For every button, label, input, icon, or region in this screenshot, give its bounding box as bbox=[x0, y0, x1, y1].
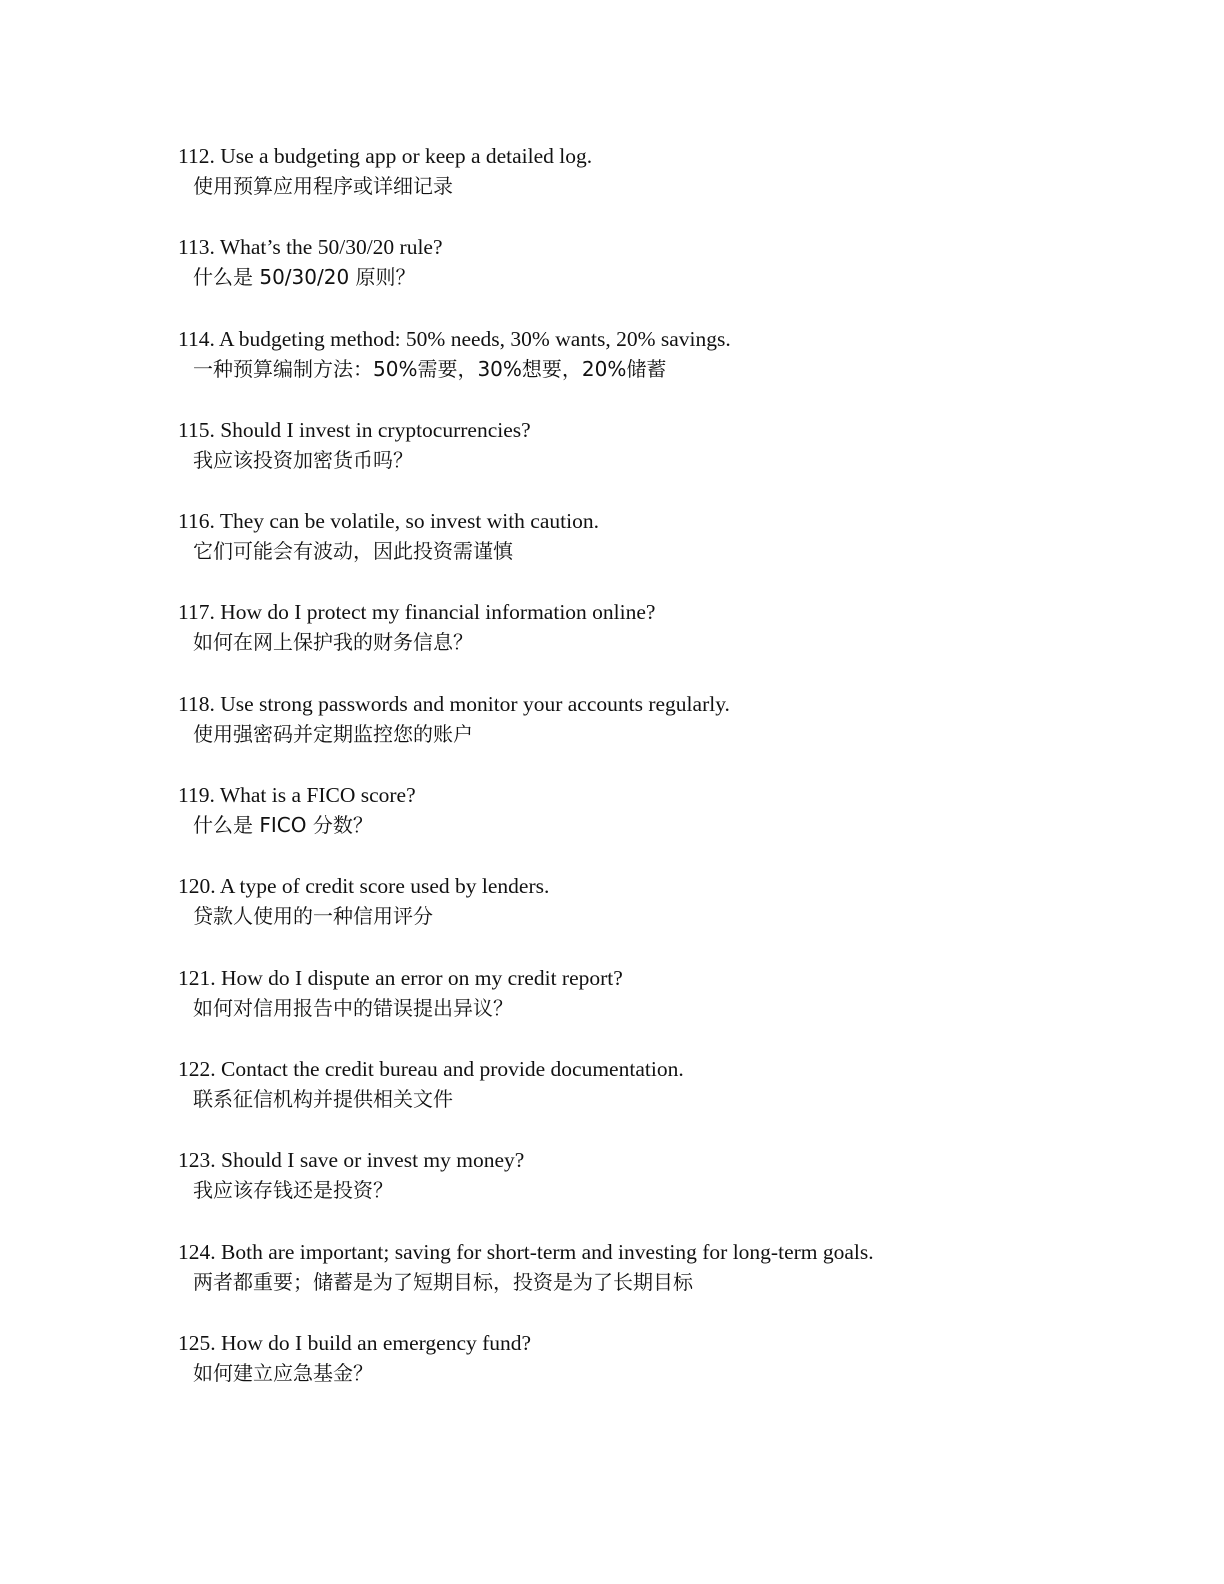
entry-117 bbox=[178, 597, 1078, 688]
entry-125 bbox=[178, 1328, 1078, 1419]
entry-english: 114. A budgeting method: 50% needs, 30% wants, 20% savings. bbox=[178, 326, 731, 351]
entry-122 bbox=[178, 1054, 1078, 1145]
entry-112 bbox=[178, 141, 1078, 232]
entry-list bbox=[178, 141, 1078, 1419]
entry-chinese: 什么是 50/30/20 原则？ bbox=[193, 265, 416, 290]
entry-english: 119. What is a FICO score? bbox=[178, 783, 416, 808]
entry-chinese: 什么是 FICO 分数？ bbox=[193, 813, 373, 838]
entry-chinese: 如何建立应急基金？ bbox=[193, 1360, 373, 1385]
entry-115 bbox=[178, 415, 1078, 506]
entry-english: 116. They can be volatile, so invest with caution. bbox=[178, 509, 599, 534]
entry-english: 125. How do I build an emergency fund? bbox=[178, 1330, 532, 1355]
entry-chinese: 它们可能会有波动，因此投资需谨慎 bbox=[193, 539, 513, 564]
entry-118 bbox=[178, 689, 1078, 780]
entry-113 bbox=[178, 232, 1078, 323]
entry-english: 117. How do I protect my financial information online? bbox=[178, 600, 656, 625]
entry-english: 124. Both are important; saving for short-term and investing for long-term goals. bbox=[178, 1239, 874, 1264]
entry-english: 121. How do I dispute an error on my credit report? bbox=[178, 965, 623, 990]
entry-chinese: 如何对信用报告中的错误提出异议？ bbox=[193, 995, 513, 1020]
entry-114 bbox=[178, 324, 1078, 415]
entry-123 bbox=[178, 1145, 1078, 1236]
entry-124 bbox=[178, 1237, 1078, 1328]
entry-chinese: 我应该存钱还是投资？ bbox=[193, 1178, 393, 1203]
entry-chinese: 使用预算应用程序或详细记录 bbox=[193, 174, 453, 198]
entry-chinese: 贷款人使用的一种信用评分 bbox=[193, 904, 433, 929]
entry-119 bbox=[178, 780, 1078, 871]
entry-chinese: 如何在网上保护我的财务信息？ bbox=[193, 630, 473, 655]
entry-chinese: 联系征信机构并提供相关文件 bbox=[193, 1086, 453, 1111]
entry-english: 113. What’s the 50/30/20 rule? bbox=[178, 235, 443, 260]
entry-120 bbox=[178, 871, 1078, 962]
entry-chinese: 两者都重要；储蓄是为了短期目标，投资是为了长期目标 bbox=[193, 1269, 693, 1294]
entry-chinese: 我应该投资加密货币吗？ bbox=[193, 447, 413, 472]
entry-english: 123. Should I save or invest my money? bbox=[178, 1148, 525, 1173]
entry-english: 122. Contact the credit bureau and provide documentation. bbox=[178, 1056, 684, 1081]
entry-chinese: 一种预算编制方法：50%需要，30%想要，20%储蓄 bbox=[193, 356, 667, 381]
entry-english: 120. A type of credit score used by lenders. bbox=[178, 874, 550, 899]
entry-116 bbox=[178, 506, 1078, 597]
entry-english: 112. Use a budgeting app or keep a detailed log. bbox=[178, 144, 593, 168]
entry-chinese: 使用强密码并定期监控您的账户 bbox=[193, 721, 473, 746]
entry-english: 115. Should I invest in cryptocurrencies? bbox=[178, 417, 531, 442]
entry-english: 118. Use strong passwords and monitor your accounts regularly. bbox=[178, 691, 730, 716]
entry-121 bbox=[178, 963, 1078, 1054]
